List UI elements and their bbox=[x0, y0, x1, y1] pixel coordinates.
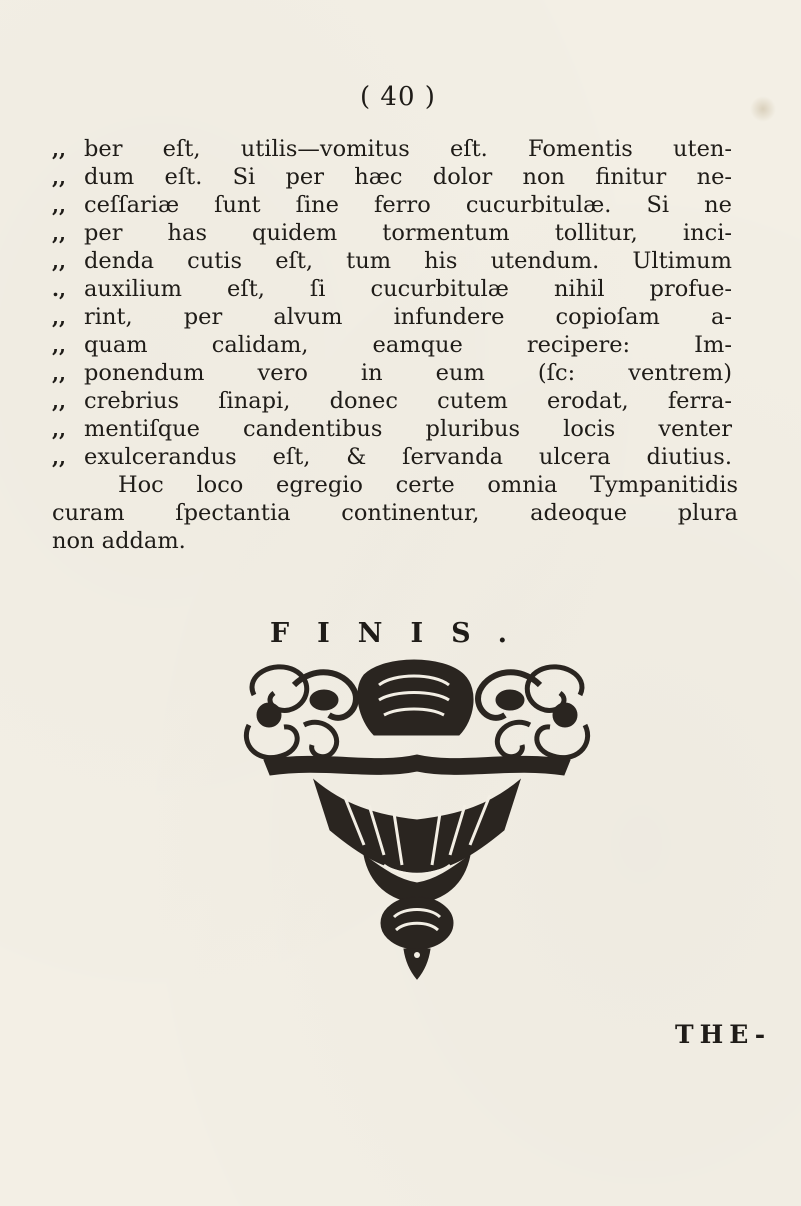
line-text: auxilium eſt, ſi cucurbitulæ nihil profue- bbox=[84, 276, 732, 302]
quote-mark: ,, bbox=[52, 333, 66, 357]
quoted-line bbox=[52, 360, 742, 388]
page-number: ( 40 ) bbox=[360, 82, 436, 112]
line-text: ceſſariæ ſunt ſine ferro cucurbitulæ. Si ne bbox=[84, 192, 732, 218]
line-text: ponendum vero in eum (ſc: ventrem) bbox=[84, 360, 732, 386]
quote-mark: ,, bbox=[52, 193, 66, 217]
quoted-line bbox=[52, 388, 742, 416]
line-text: per has quidem tormentum tollitur, inci- bbox=[84, 220, 732, 246]
line-text: crebrius ſinapi, donec cutem erodat, ferra- bbox=[84, 388, 732, 414]
line-text: ber eſt, utilis—vomitus eſt. Fomentis uten- bbox=[84, 136, 732, 162]
line-text: denda cutis eſt, tum his utendum. Ultimum bbox=[84, 248, 732, 274]
paragraph-line: non addam. bbox=[52, 528, 186, 554]
quote-mark: ,, bbox=[52, 361, 66, 385]
paragraph-line: curam ſpectantia continentur, adeoque plura bbox=[52, 500, 738, 526]
quote-mark: ,, bbox=[52, 137, 66, 161]
quote-mark: ,, bbox=[52, 249, 66, 273]
tailpiece-ornament-icon bbox=[234, 655, 600, 985]
quote-mark: ,, bbox=[52, 165, 66, 189]
quoted-line bbox=[52, 332, 742, 360]
ink-blot bbox=[750, 96, 776, 122]
quote-mark: ,, bbox=[52, 305, 66, 329]
line-text: exulcerandus eſt, & ſervanda ulcera diutius. bbox=[84, 444, 732, 470]
quoted-line bbox=[52, 220, 742, 248]
line-text: rint, per alvum infundere copioſam a- bbox=[84, 304, 732, 330]
quoted-line bbox=[52, 416, 742, 444]
quoted-line bbox=[52, 164, 742, 192]
quoted-line bbox=[52, 304, 742, 332]
line-text: quam calidam, eamque recipere: Im- bbox=[84, 332, 732, 358]
quoted-line bbox=[52, 136, 742, 164]
quote-mark: ,, bbox=[52, 417, 66, 441]
quote-mark: ,, bbox=[52, 389, 66, 413]
paragraph-line: Hoc loco egregio certe omnia Tympanitidis bbox=[118, 472, 738, 498]
line-text: mentiſque candentibus pluribus locis venter bbox=[84, 416, 732, 442]
quote-mark: ,, bbox=[52, 445, 66, 469]
quote-mark: ,, bbox=[52, 221, 66, 245]
text-block bbox=[52, 136, 742, 556]
quoted-line bbox=[52, 444, 742, 472]
catchword: THE- bbox=[675, 1020, 772, 1049]
quoted-line bbox=[52, 192, 742, 220]
quoted-line bbox=[52, 248, 742, 276]
line-text: dum eſt. Si per hæc dolor non finitur ne- bbox=[84, 164, 732, 190]
quoted-line bbox=[52, 276, 742, 304]
finis-heading: FINIS. bbox=[270, 618, 536, 649]
quote-mark: ., bbox=[52, 277, 66, 301]
